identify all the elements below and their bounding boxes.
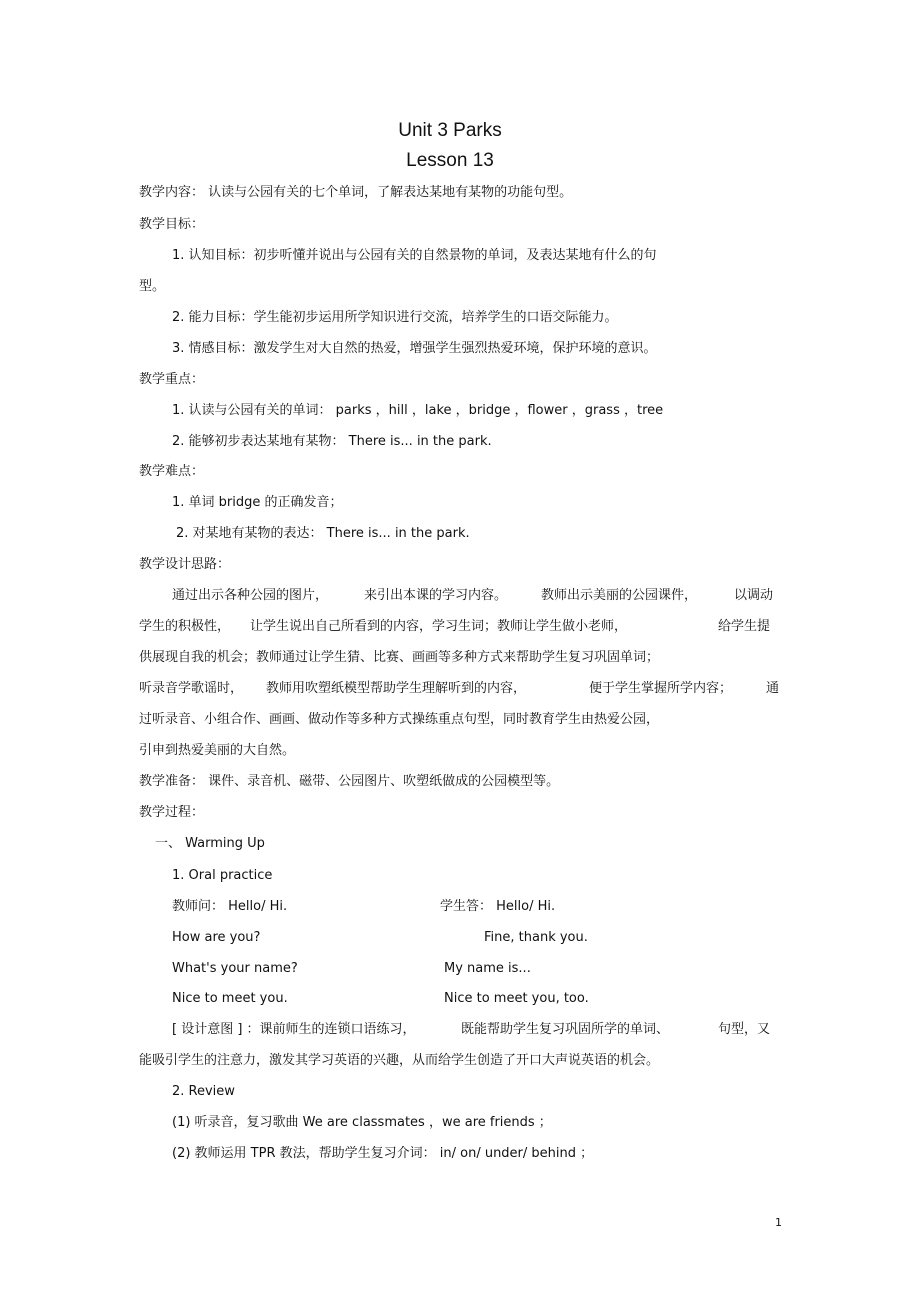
keypoint-2: 2. 能够初步表达某地有某物： There is... in the park. [172, 434, 492, 449]
objective-1-cont: 型。 [139, 279, 166, 294]
dialog-teacher-line: 教师问： Hello/ Hi. [172, 899, 288, 914]
objective-1: 1. 认知目标：初步听懂并说出与公园有关的自然景物的单词，及表达某地有什么的句 [172, 248, 657, 263]
section-warming-up: 一、 Warming Up [155, 836, 265, 851]
difficulties-heading: 教学难点： [139, 464, 205, 479]
design-segment: 听录音学歌谣时， [139, 681, 244, 696]
design-line [0, 712, 920, 728]
teaching-content: 教学内容： 认读与公园有关的七个单词，了解表达某地有某物的功能句型。 [139, 185, 573, 200]
design-segment: 通过出示各种公园的图片， [172, 588, 329, 603]
dialog-teacher-line: What's your name? [172, 961, 298, 976]
design-segment: 引申到热爱美丽的大自然。 [139, 743, 296, 758]
dialog-teacher-line: Nice to meet you. [172, 991, 288, 1006]
dialog-student-line: Fine, thank you. [484, 930, 588, 945]
oral-practice-heading: 1. Oral practice [172, 868, 273, 883]
page-number: 1 [775, 1216, 782, 1229]
intent-segment: 既能帮助学生复习巩固所学的单词、 [461, 1022, 670, 1037]
difficulty-2: 2. 对某地有某物的表达： There is... in the park. [176, 526, 470, 541]
design-segment: 过听录音、小组合作、画画、做动作等多种方式操练重点句型，同时教育学生由热爱公园， [139, 712, 660, 727]
dialog-student-line: 学生答： Hello/ Hi. [440, 899, 556, 914]
objective-2: 2. 能力目标：学生能初步运用所学知识进行交流，培养学生的口语交际能力。 [172, 310, 618, 325]
dialog-student-line: My name is... [444, 961, 531, 976]
design-segment: 供展现自我的机会；教师通过让学生猜、比赛、画画等多种方式来帮助学生复习巩固单词； [139, 650, 660, 665]
design-segment: 通 [766, 681, 780, 696]
intent-segment: [ 设计意图 ] ：课前师生的连锁口语练习， [172, 1022, 416, 1037]
design-line [0, 681, 920, 697]
difficulty-1: 1. 单词 bridge 的正确发音； [172, 495, 343, 510]
design-segment: 以调动 [734, 588, 774, 603]
keypoints-heading: 教学重点： [139, 372, 205, 387]
teaching-preparation: 教学准备： 课件、录音机、磁带、公园图片、吹塑纸做成的公园模型等。 [139, 774, 560, 789]
design-intent-line [0, 1022, 920, 1038]
design-line [0, 619, 920, 635]
review-item-1: (1) 听录音，复习歌曲 We are classmates ，we are friends ； [172, 1115, 552, 1130]
review-heading: 2. Review [172, 1084, 235, 1099]
design-segment: 让学生说出自己所看到的内容，学习生词；教师让学生做小老师， [250, 619, 628, 634]
document-subtitle: Lesson 13 [406, 150, 494, 171]
dialog-student-line: Nice to meet you, too. [444, 991, 589, 1006]
design-line [0, 588, 920, 604]
design-segment: 教师用吹塑纸模型帮助学生理解听到的内容， [266, 681, 527, 696]
design-segment: 便于学生掌握所学内容； [589, 681, 733, 696]
design-heading: 教学设计思路： [139, 557, 231, 572]
objectives-heading: 教学目标： [139, 217, 205, 232]
process-heading: 教学过程： [139, 805, 205, 820]
keypoint-1: 1. 认读与公园有关的单词： parks ，hill ，lake ，bridge ，flower ，grass ，tree [172, 403, 664, 418]
review-item-2: (2) 教师运用 TPR 教法，帮助学生复习介词： in/ on/ under/ behind ； [172, 1146, 594, 1161]
design-line [0, 650, 920, 666]
design-segment: 给学生提 [718, 619, 771, 634]
intent-segment: 句型，又 [718, 1022, 771, 1037]
design-segment: 学生的积极性， [139, 619, 231, 634]
dialog-teacher-line: How are you? [172, 930, 261, 945]
design-segment: 来引出本课的学习内容。 [364, 588, 508, 603]
design-segment: 教师出示美丽的公园课件， [541, 588, 698, 603]
design-intent-cont: 能吸引学生的注意力，激发其学习英语的兴趣，从而给学生创造了开口大声说英语的机会。 [139, 1053, 660, 1068]
objective-3: 3. 情感目标：激发学生对大自然的热爱，增强学生强烈热爱环境，保护环境的意识。 [172, 341, 657, 356]
document-title: Unit 3 Parks [398, 120, 502, 141]
design-line [0, 743, 920, 759]
